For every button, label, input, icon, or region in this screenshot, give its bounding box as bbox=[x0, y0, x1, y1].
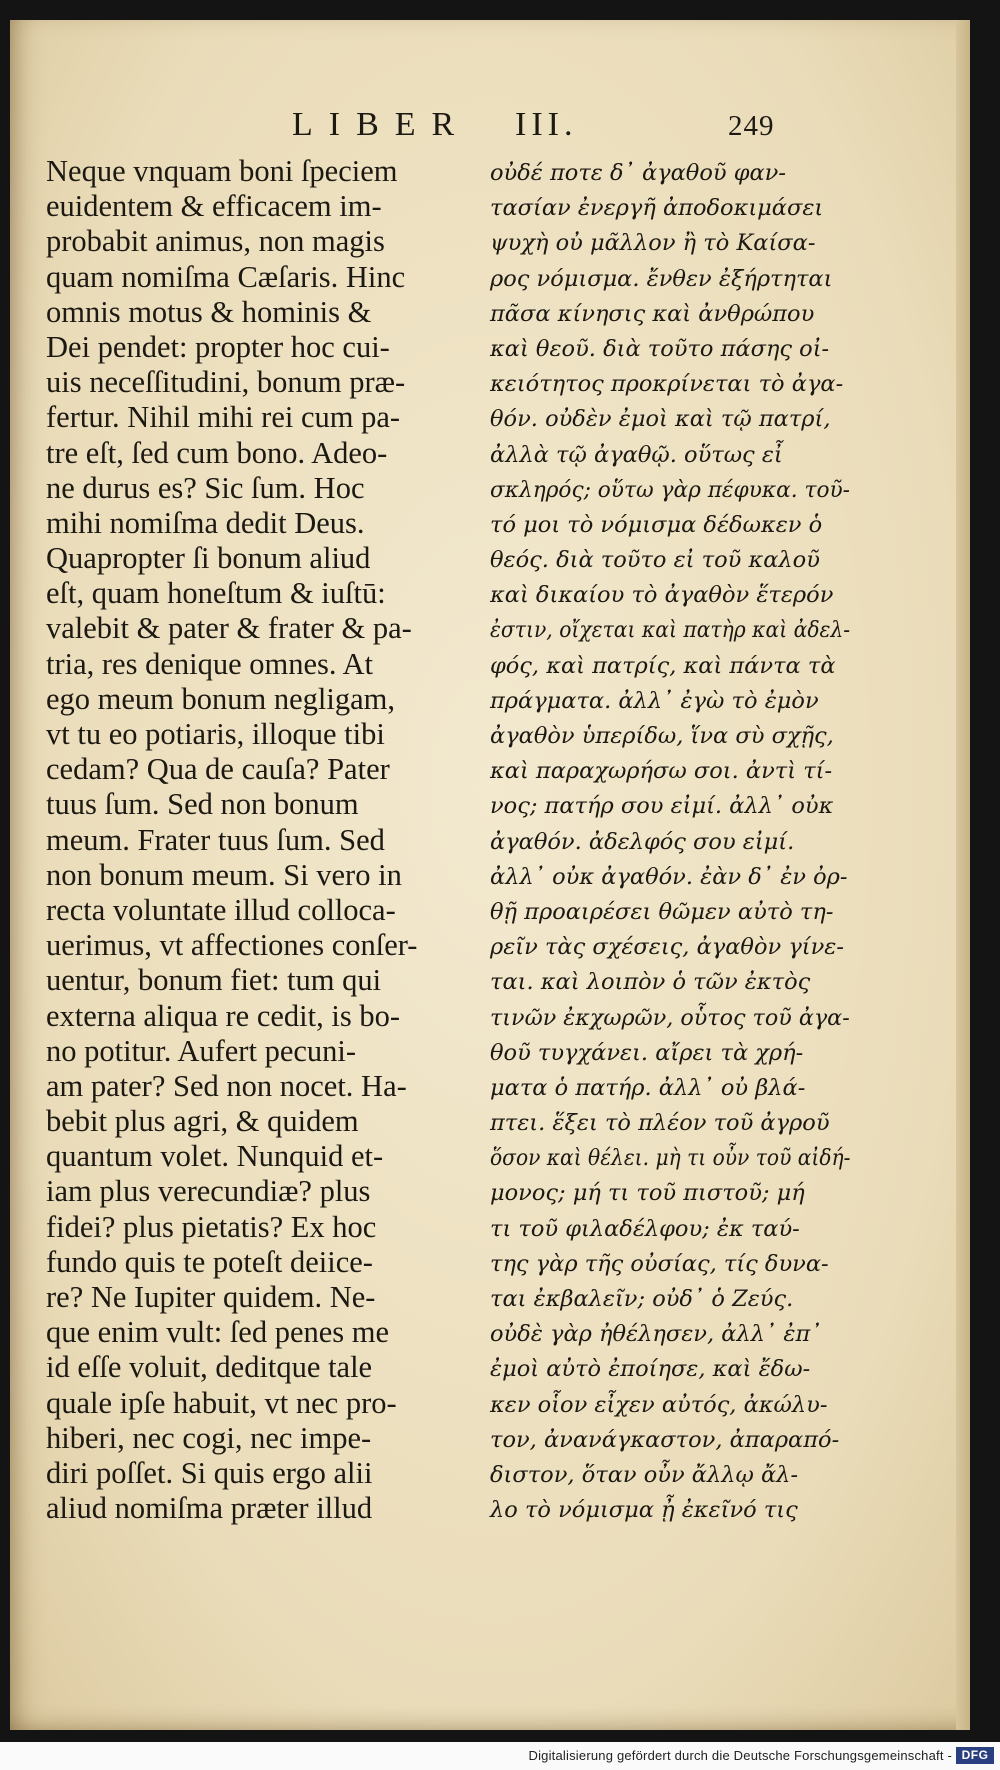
greek-text-line: ὅσον καὶ θέλει. μὴ τι οὖν τοῦ αἰδή- bbox=[490, 1145, 851, 1172]
greek-text-line: πτει. ἕξει τὸ πλέον τοῦ ἀγροῦ bbox=[490, 1110, 830, 1137]
greek-text-line: ται ἐκβαλεῖν; οὐδ᾽ ὁ Ζεύς. bbox=[490, 1286, 794, 1312]
latin-text-line: re? Ne Iupiter quidem. Ne- bbox=[46, 1280, 376, 1314]
dfg-logo: DFG bbox=[956, 1747, 994, 1764]
greek-text-line: ἀλλ᾽ οὐκ ἀγαθόν. ἐὰν δ᾽ ἐν ὀρ- bbox=[490, 863, 848, 890]
latin-text-line: Neque vnquam boni ſpeciem bbox=[46, 154, 398, 188]
latin-text-line: valebit & pater & frater & pa- bbox=[46, 611, 412, 646]
greek-text-line: κεν οἷον εἶχεν αὐτός, ἀκώλυ- bbox=[490, 1391, 828, 1418]
latin-text-line: uis neceſſitudini, bonum præ- bbox=[46, 365, 406, 400]
latin-text-line: Quapropter ſi bonum aliud bbox=[46, 541, 371, 576]
greek-text-line: οὐδὲ γὰρ ἠθέλησεν, ἀλλ᾽ ἐπ᾽ bbox=[490, 1321, 822, 1348]
greek-text-line: διστον, ὅταν οὖν ἄλλῳ ἄλ- bbox=[490, 1461, 799, 1488]
latin-text-line: quantum volet. Nunquid et- bbox=[46, 1139, 384, 1174]
greek-text-line: λο τὸ νόμισμα ᾖ ἐκεῖνό τις bbox=[490, 1497, 798, 1524]
greek-text-line: καὶ παραχωρήσω σοι. ἀντὶ τί- bbox=[490, 758, 833, 785]
page-number: 249 bbox=[728, 110, 775, 142]
greek-text-line: της γὰρ τῆς οὐσίας, τίς δυνα- bbox=[490, 1250, 829, 1277]
greek-text-line: θεός. διὰ τοῦτο εἰ τοῦ καλοῦ bbox=[490, 547, 820, 574]
latin-text-line: fertur. Nihil mihi rei cum pa- bbox=[46, 400, 401, 435]
greek-text-line: σκληρός; οὕτω γὰρ πέφυκα. τοῦ- bbox=[490, 476, 850, 503]
greek-text-line: τό μοι τὸ νόμισμα δέδωκεν ὁ bbox=[490, 511, 823, 538]
latin-text-line: tuus ſum. Sed non bonum bbox=[46, 787, 359, 822]
latin-text-line: ego meum bonum negligam, bbox=[46, 681, 395, 716]
latin-text-line: fundo quis te poteſt deiice- bbox=[46, 1244, 373, 1279]
page-edge bbox=[956, 20, 970, 1730]
latin-text-line: mihi nomiſma dedit Deus. bbox=[46, 505, 365, 540]
book-page bbox=[10, 20, 970, 1730]
footer-credit: Digitalisierung gefördert durch die Deutsche Forschungsgemeinschaft - bbox=[528, 1748, 952, 1763]
latin-text-line: bebit plus agri, & quidem bbox=[46, 1104, 359, 1139]
greek-text-line: ματα ὁ πατήρ. ἀλλ᾽ οὐ βλά- bbox=[490, 1074, 806, 1101]
latin-text-line: vt tu eo potiaris, illoque tibi bbox=[46, 717, 385, 751]
greek-text-line: κειότητος προκρίνεται τὸ ἀγα- bbox=[490, 371, 844, 398]
latin-text-line: uerimus, vt affectiones conſer- bbox=[46, 928, 418, 963]
latin-text-line: diri poſſet. Si quis ergo alii bbox=[46, 1455, 373, 1490]
latin-text-line: quam nomiſma Cæſaris. Hinc bbox=[46, 259, 406, 294]
greek-text-line: ἀλλὰ τῷ ἀγαθῷ. οὕτως εἶ bbox=[490, 441, 783, 468]
latin-text-line: am pater? Sed non nocet. Ha- bbox=[46, 1068, 407, 1103]
greek-text-line: πᾶσα κίνησις καὶ ἀνθρώπου bbox=[490, 300, 815, 327]
latin-text-line: Dei pendet: propter hoc cui- bbox=[46, 329, 390, 364]
latin-text-line: non bonum meum. Si vero in bbox=[46, 857, 402, 892]
greek-text-line: μονος; μή τι τοῦ πιστοῦ; μή bbox=[490, 1180, 805, 1207]
latin-text-line: tria, res denique omnes. At bbox=[46, 646, 373, 681]
header-book-number: III. bbox=[515, 106, 578, 143]
greek-text-line: θοῦ τυγχάνει. αἴρει τὰ χρή- bbox=[490, 1039, 804, 1066]
latin-text-line: cedam? Qua de cauſa? Pater bbox=[46, 752, 390, 787]
greek-text-line: τον, ἀνανάγκαστον, ἀπαραπό- bbox=[490, 1426, 840, 1453]
greek-text-line: τινῶν ἐκχωρῶν, οὗτος τοῦ ἀγα- bbox=[490, 1004, 850, 1031]
latin-text-line: tre eſt, ſed cum bono. Adeo- bbox=[46, 435, 388, 470]
latin-text-line: iam plus verecundiæ? plus bbox=[46, 1174, 371, 1209]
greek-text-line: ρεῖν τὰς σχέσεις, ἀγαθὸν γίνε- bbox=[490, 934, 844, 961]
greek-text-line: ἀγαθόν. ἀδελφός σου εἰμί. bbox=[490, 828, 795, 855]
latin-text-line: que enim vult: ſed penes me bbox=[46, 1315, 390, 1350]
greek-text-line: νος; πατήρ σου εἰμί. ἀλλ᾽ οὐκ bbox=[490, 793, 834, 820]
latin-text-line: omnis motus & hominis & bbox=[46, 294, 372, 329]
latin-text-line: aliud nomiſma præter illud bbox=[46, 1491, 373, 1526]
greek-text-line: καὶ δικαίου τὸ ἀγαθὸν ἕτερόν bbox=[490, 582, 834, 609]
latin-text-line: probabit animus, non magis bbox=[46, 224, 385, 259]
latin-column bbox=[46, 154, 481, 1526]
greek-column bbox=[490, 156, 850, 1528]
latin-text-line: eſt, quam honeſtum & iuſtū: bbox=[46, 576, 386, 611]
latin-text-line: uentur, bonum fiet: tum qui bbox=[46, 963, 382, 998]
greek-text-line: ἐστιν, οἴχεται καὶ πατὴρ καὶ ἀδελ- bbox=[490, 617, 851, 644]
greek-text-line: οὐδέ ποτε δ᾽ ἀγαθοῦ φαν- bbox=[490, 160, 786, 186]
latin-text-line: hiberi, nec cogi, nec impe- bbox=[46, 1420, 372, 1455]
latin-text-line: ne durus es? Sic ſum. Hoc bbox=[46, 470, 365, 505]
greek-text-line: τασίαν ἐνεργῆ ἀποδοκιμάσει bbox=[490, 195, 824, 222]
latin-text-line: fidei? plus pietatis? Ex hoc bbox=[46, 1209, 377, 1244]
greek-text-line: ται. καὶ λοιπὸν ὁ τῶν ἐκτὸς bbox=[490, 969, 811, 996]
header-liber: LIBER bbox=[292, 106, 471, 143]
greek-text-line: ψυχὴ οὐ μᾶλλον ἢ τὸ Καίσα- bbox=[490, 230, 816, 257]
greek-text-line: ἀγαθὸν ὑπερίδω, ἵνα σὺ σχῇς, bbox=[490, 723, 834, 749]
latin-text-line: euidentem & efficacem im- bbox=[46, 189, 382, 224]
greek-text-line: πράγματα. ἀλλ᾽ ἐγὼ τὸ ἐμὸν bbox=[490, 687, 819, 714]
latin-text-line: recta voluntate illud colloca- bbox=[46, 892, 396, 927]
greek-text-line: θῇ προαιρέσει θῶμεν αὐτὸ τη- bbox=[490, 898, 834, 925]
greek-text-line: τι τοῦ φιλαδέλφου; ἐκ ταύ- bbox=[490, 1215, 800, 1242]
latin-text-line: id eſſe voluit, deditque tale bbox=[46, 1350, 373, 1385]
greek-text-line: φός, καὶ πατρίς, καὶ πάντα τὰ bbox=[490, 652, 836, 679]
latin-text-line: meum. Frater tuus ſum. Sed bbox=[46, 822, 385, 857]
latin-text-line: quale ipſe habuit, vt nec pro- bbox=[46, 1385, 397, 1420]
latin-text-line: no potitur. Aufert pecuni- bbox=[46, 1033, 357, 1068]
greek-text-line: ἐμοὶ αὐτὸ ἐποίησε, καὶ ἔδω- bbox=[490, 1356, 811, 1383]
greek-text-line: καὶ θεοῦ. διὰ τοῦτο πάσης οἰ- bbox=[490, 335, 830, 362]
greek-text-line: θόν. οὐδὲν ἐμοὶ καὶ τῷ πατρί, bbox=[490, 406, 831, 433]
digitization-footer bbox=[0, 1742, 1000, 1770]
greek-text-line: ρος νόμισμα. ἔνθεν ἐξήρτηται bbox=[490, 265, 833, 292]
latin-text-line: externa aliqua re cedit, is bo- bbox=[46, 998, 400, 1033]
